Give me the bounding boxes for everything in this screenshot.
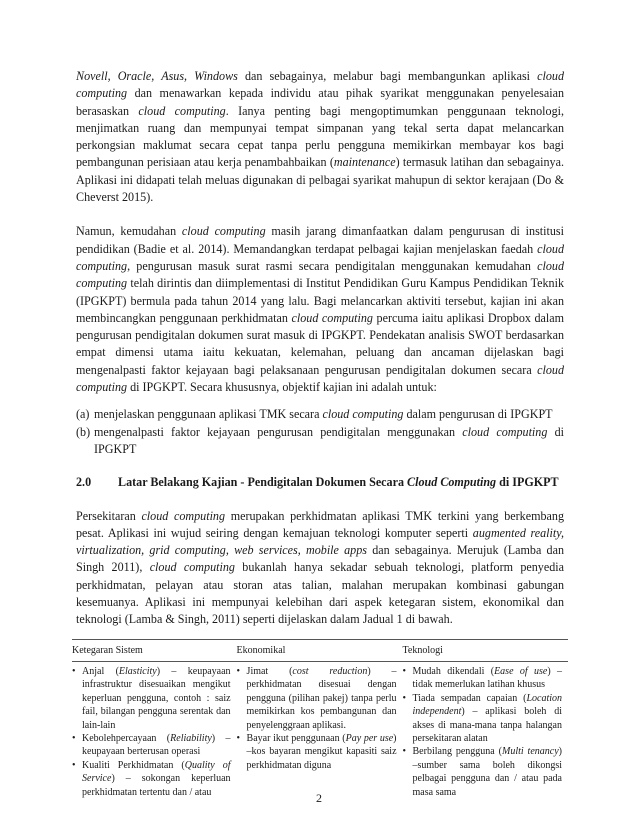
list-item-text: Kebolehpercayaan (Reliability) – keupayaan berterusan operasi — [82, 733, 231, 758]
paragraph-intro-continued: Novell, Oracle, Asus, Windows dan sebagainya, melabur bagi membangunkan aplikasi cloud computing dan menawarkan kepada individu atau pihak syarikat menggunakan penyelesaian berasaskan cloud computing. Ianya penting bagi mengoptimumkan penggunaan teknologi, menjimatkan ruang dan mempunyai tempat simpanan yang tekal serta dapat melancarkan perkongsian maklumat secara cepat tanpa perlu pengguna memikirkan membayar kos bagi pembangunan perisiaan atau kerja penambahbaikan (maintenance) termasuk latihan dan sebagainya. Aplikasi ini didapati telah meluas digunakan di pelbagai syarikat mahupun di sektor kerajaan (Do & Cheverst 2015). — [76, 69, 565, 205]
list-item — [237, 732, 397, 772]
list-item — [403, 665, 562, 692]
italic-term: Quality of Service — [82, 759, 231, 785]
italic-term: cloud computing — [291, 310, 373, 325]
table-row — [72, 662, 568, 800]
table-cell-technology — [403, 662, 568, 800]
objectives-list — [76, 406, 564, 458]
cell-bullet-list — [237, 665, 397, 772]
italic-term: Novell, Oracle, Asus, Windows — [76, 69, 238, 83]
italic-term: cloud computing — [76, 241, 564, 273]
list-item-text: Bayar ikut penggunaan (Pay per use) –kos bayaran mengikut kapasiti saiz perkhidmatan diguna — [246, 733, 397, 771]
italic-term: Location independent — [412, 692, 562, 718]
italic-term: cloud computing — [76, 362, 564, 395]
list-item-text: Berbilang pengguna (Multi tenancy) –sumber sama boleh dikongsi pelbagai pengguna dan / atau pada masa sama — [412, 746, 562, 798]
paragraph-background: Namun, kemudahan cloud computing masih jarang dimanfaatkan dalam pengurusan di institusi pendidikan (Badie et al. 2014). Memandangkan terdapat pelbagai kajian menjelaskan faedah cloud computing, pengurusan masuk surat rasmi secara pendigitalan menggunakan kemudahan cloud computing telah dirintis dan diimplementasi di Institut Pendidikan Guru Kampus Pendidikan Teknik (IPGKPT) bermula pada tahun 2014 yang lalu. Bagi melancarkan aktiviti tersebut, kajian ini akan membincangkan penggunaan perkhidmatan cloud computing percuma iaitu aplikasi Dropbox dalam pengurusan pendigitalan dokumen surat masuk di IPGKPT. Pendekatan analisis SWOT berdasarkan empat dimensi utama iaitu kekuatan, kelemahan, peluang dan ancaman dijelaskan bagi mengenalpasti faktor kejayaan bagi pelaksanaan pengurusan pendigitalan dokumen secara cloud computing di IPGKPT. Secara khususnya, objektif kajian ini adalah untuk: — [76, 224, 565, 395]
cell-bullet-list — [403, 665, 562, 799]
italic-term: Elasticity — [118, 666, 157, 678]
table-header-row — [72, 639, 568, 661]
italic-term: cloud computing — [322, 407, 404, 422]
table-header-economic: Ekonomikal — [237, 639, 403, 661]
list-item — [72, 732, 231, 759]
objective-item — [76, 406, 564, 423]
table-cell-system-rigidity — [72, 662, 237, 800]
table-cell-economic — [237, 662, 403, 800]
list-item — [237, 665, 397, 732]
bullet-icon: • — [402, 692, 407, 704]
italic-term: Multi tenancy — [501, 746, 559, 758]
bullet-icon: • — [72, 733, 76, 745]
bullet-icon: • — [236, 733, 241, 745]
italic-term: Pay per use — [345, 733, 394, 745]
objective-text: mengenalpasti faktor kejayaan pengurusan pendigitalan menggunakan cloud computing di IPGKPT — [94, 424, 564, 456]
objective-marker: (a) — [76, 407, 90, 422]
italic-term: cloud computing — [462, 424, 548, 439]
section-title: Latar Belakang Kajian - Pendigitalan Dokumen Secara Cloud Computing di IPGKPT — [118, 475, 559, 490]
objective-item — [76, 424, 564, 459]
bullet-icon: • — [402, 666, 407, 678]
page-number: 2 — [316, 791, 322, 805]
advantages-table — [72, 639, 568, 799]
italic-term: Cloud Computing — [407, 475, 497, 490]
italic-term: cloud computing — [138, 103, 226, 118]
italic-term: Reliability — [170, 733, 212, 745]
italic-term: cloud computing — [76, 69, 564, 101]
italic-term: cloud computing — [181, 224, 266, 239]
list-item — [72, 665, 231, 732]
cell-bullet-list — [72, 665, 231, 799]
list-item-text: Kualiti Perkhidmatan (Quality of Service) – sokongan keperluan perkhidmatan tertentu dan / atau — [82, 759, 231, 798]
list-item — [403, 692, 562, 746]
table-header-technology: Teknologi — [403, 639, 568, 661]
objective-marker: (b) — [76, 424, 91, 439]
objective-text: menjelaskan penggunaan aplikasi TMK secara cloud computing dalam pengurusan di IPGKPT — [94, 407, 553, 422]
paragraph-cloud-environment: Persekitaran cloud computing merupakan perkhidmatan aplikasi TMK terkini yang berkembang pesat. Aplikasi ini wujud seiring dengan kemajuan teknologi komputer seperti augmented reality, virtualization, grid computing, web services, mobile apps dan sebagainya. Merujuk (Lamba dan Singh 2011), cloud computing bukanlah hanya sekadar sebuah teknologi, platform penyedia perkhidmatan, pelayan atau storan atas talian, malahan merupakan kombinasi gabungan kesemuanya. Aplikasi ini mempunyai kelebihan dari aspek ketegaran sistem, ekonomikal dan teknologi (Lamba & Singh, 2011) seperti dijelaskan dalam Jadual 1 di bawah. — [76, 508, 565, 627]
italic-term: Ease of use — [494, 666, 548, 678]
page-content — [72, 68, 565, 799]
bullet-icon: • — [72, 759, 76, 771]
italic-term: cloud computing — [141, 508, 226, 523]
bullet-icon: • — [236, 666, 241, 678]
list-item-text: Mudah dikendali (Ease of use) – tidak memerlukan latihan khusus — [412, 666, 562, 691]
italic-term: cloud computing — [149, 560, 235, 575]
list-item-text: Jimat (cost reduction) – perkhidmatan disesuai dengan pengguna (pilihan pakej) tanpa perlu memikirkan kos pembangunan dan penyelenggraan aplikasi. — [246, 666, 397, 731]
bullet-icon: • — [402, 746, 407, 758]
italic-term: cost reduction — [292, 666, 368, 678]
italic-term: cloud computing — [76, 258, 564, 291]
italic-term: augmented reality, virtualization, grid computing, web services, mobile apps — [76, 525, 564, 558]
italic-term: maintenance — [333, 155, 396, 170]
bullet-icon: • — [72, 666, 76, 678]
section-number: 2.0 — [76, 475, 92, 490]
section-heading — [76, 474, 564, 491]
list-item-text: Anjal (Elasticity) – keupayaan infrastruktur disesuaikan mengikut keperluan pengguna, contoh : saiz fail, bilangan pengguna serentak dan lain-lain — [82, 666, 231, 731]
list-item-text: Tiada sempadan capaian (Location independent) – aplikasi boleh di akses di mana-mana tanpa halangan persekitaran alatan — [412, 692, 562, 745]
table-header-system-rigidity: Ketegaran Sistem — [72, 639, 237, 661]
